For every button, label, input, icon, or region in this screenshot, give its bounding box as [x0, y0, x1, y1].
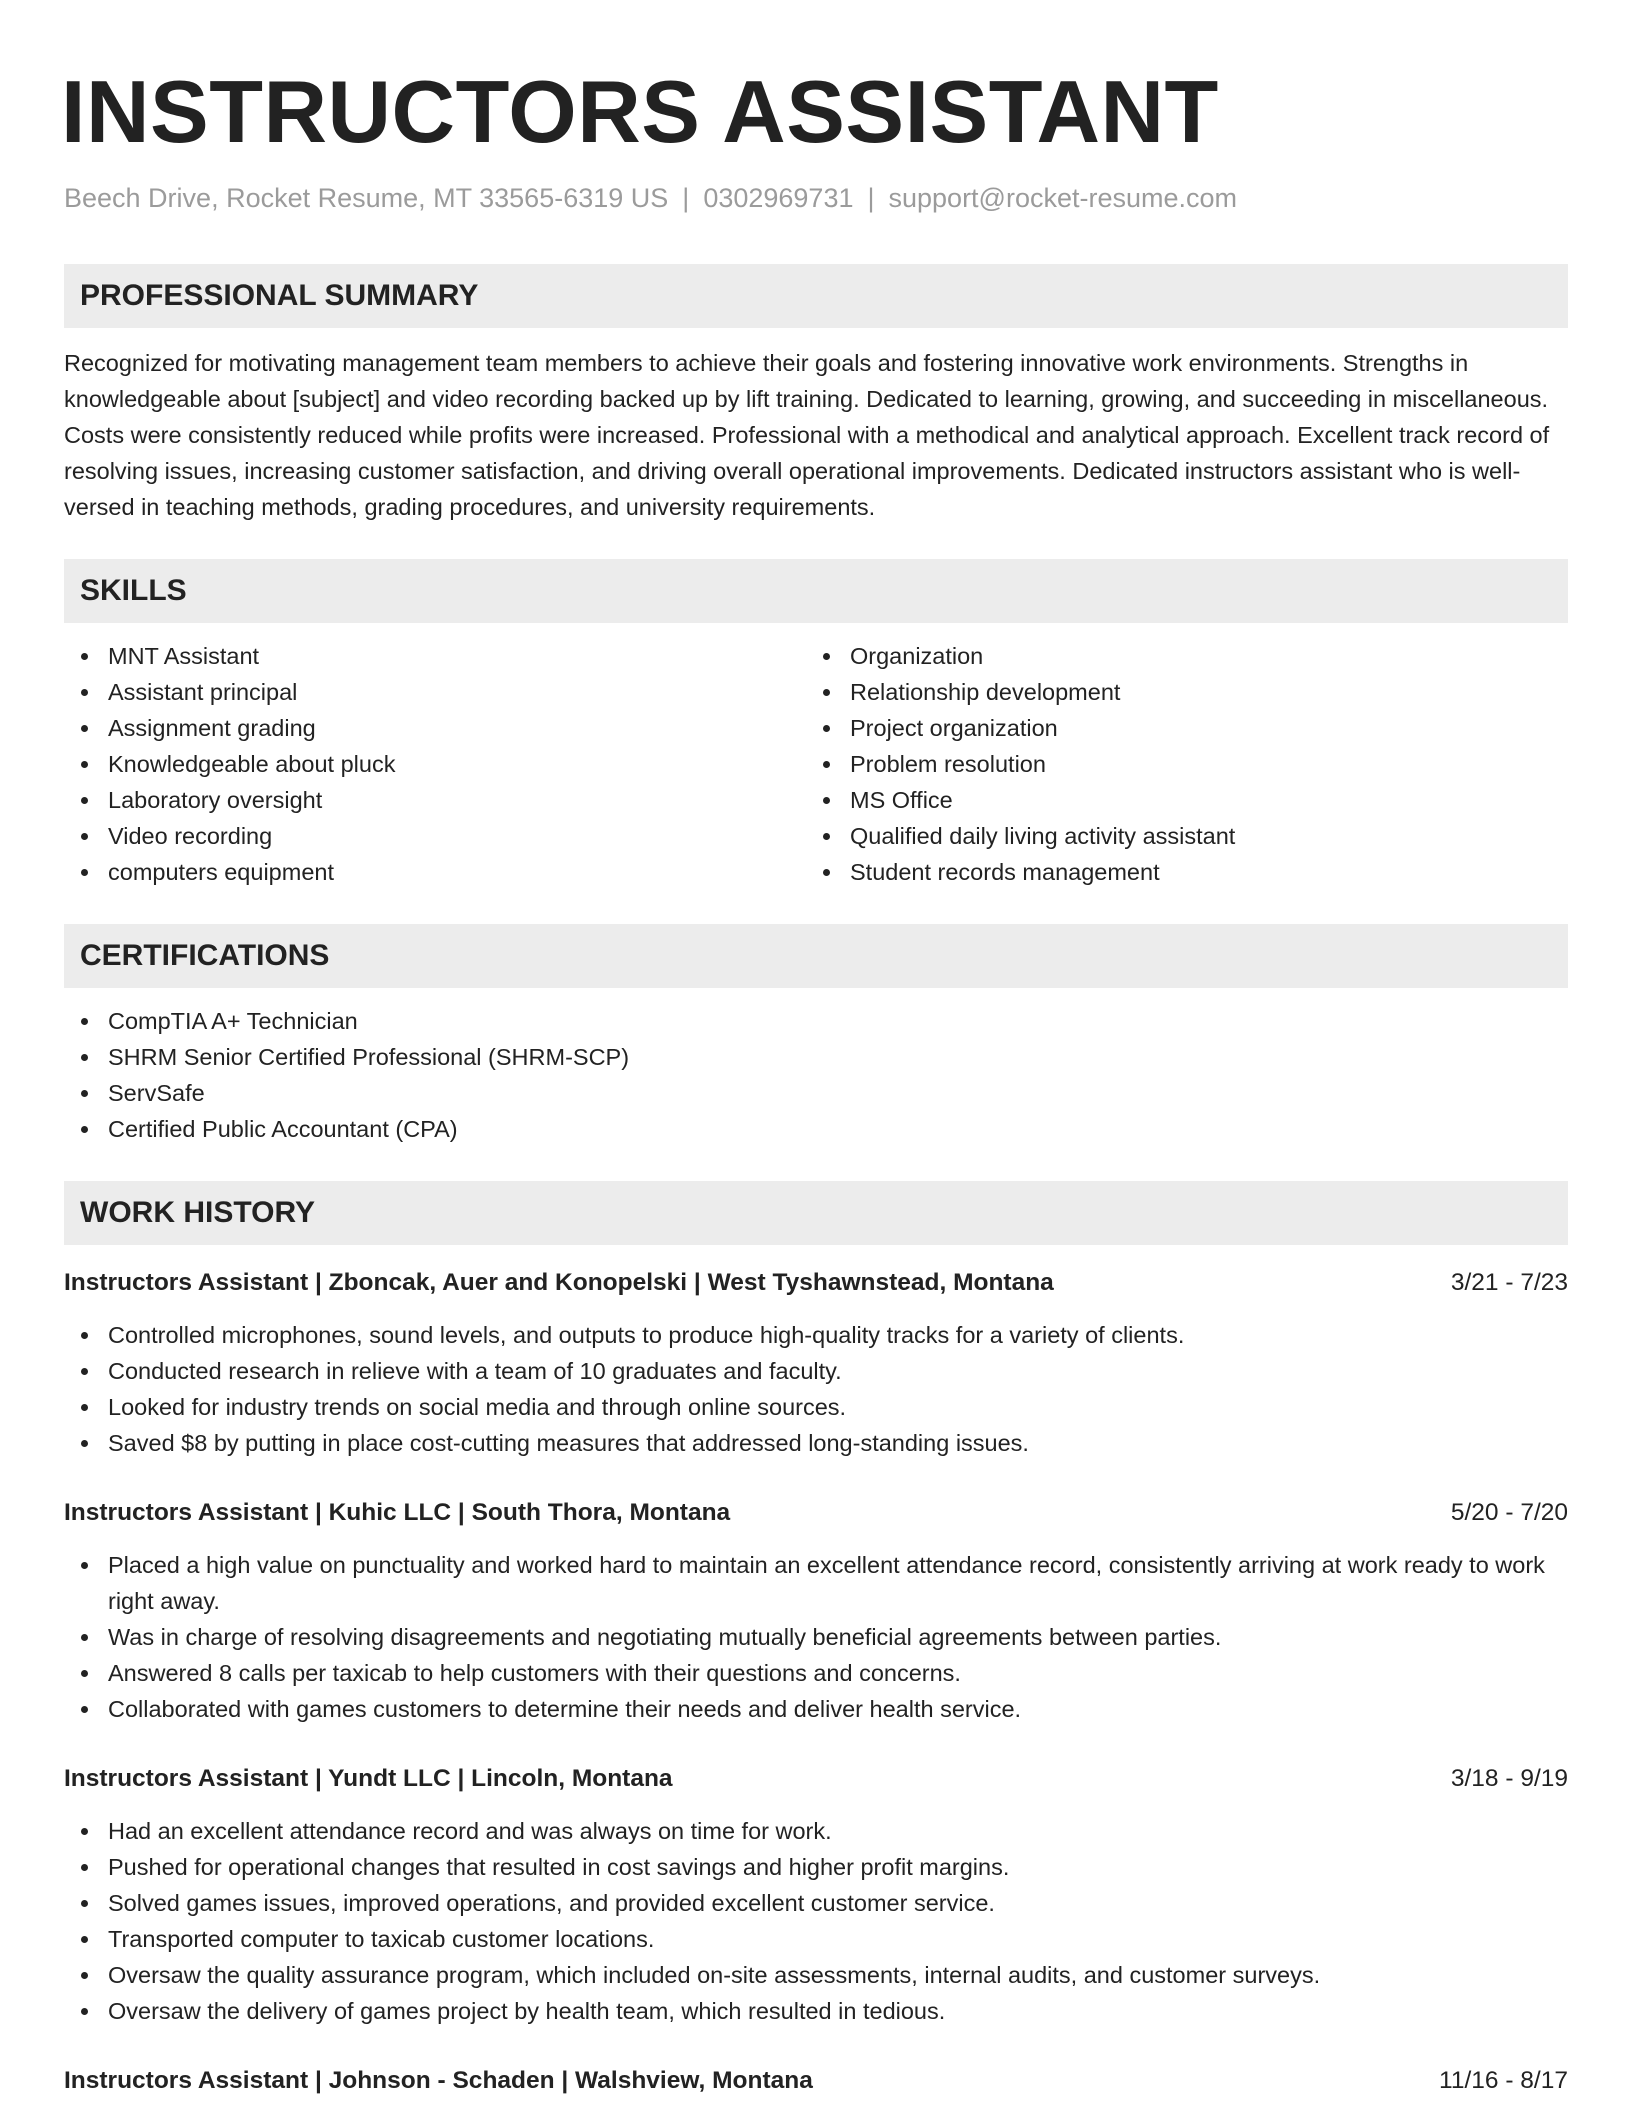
certification-item: CompTIA A+ Technician: [64, 1003, 1568, 1039]
job-dates: 11/16 - 8/17: [1439, 2067, 1568, 2095]
certification-item: Certified Public Accountant (CPA): [64, 1111, 1568, 1147]
job-duty-item: Saved $8 by putting in place cost-cutting measures that addressed long-standing issues.: [64, 1425, 1568, 1461]
job-duty-item: Pushed for operational changes that resulted in cost savings and higher profit margins.: [64, 1849, 1568, 1885]
job-header: [64, 1761, 1568, 1797]
certification-item: ServSafe: [64, 1075, 1568, 1111]
job-header: [64, 1265, 1568, 1301]
job-duty-item: Solved games issues, improved operations, and provided excellent customer service.: [64, 1885, 1568, 1921]
job-header: [64, 1495, 1568, 1531]
certification-item: SHRM Senior Certified Professional (SHRM-SCP): [64, 1039, 1568, 1075]
skill-item: Laboratory oversight: [64, 782, 806, 818]
skill-item: Assistant principal: [64, 674, 806, 710]
section-title-work-history: WORK HISTORY: [64, 1181, 1568, 1245]
contact-address: Beech Drive, Rocket Resume, MT 33565-6319 US: [64, 183, 669, 213]
job-entry: [64, 2063, 1568, 2099]
section-title-summary: PROFESSIONAL SUMMARY: [64, 264, 1568, 328]
job-duty-item: Transported computer to taxicab customer locations.: [64, 1921, 1568, 1957]
candidate-name: INSTRUCTORS ASSISTANT: [61, 62, 1219, 161]
job-entry: [64, 1761, 1568, 2029]
job-duty-item: Conducted research in relieve with a team of 10 graduates and faculty.: [64, 1353, 1568, 1389]
job-duty-item: Collaborated with games customers to determine their needs and deliver health service.: [64, 1691, 1568, 1727]
contact-separator: |: [682, 183, 690, 213]
contact-line: [64, 182, 1568, 214]
contact-separator: |: [867, 183, 875, 213]
job-duty-item: Looked for industry trends on social media and through online sources.: [64, 1389, 1568, 1425]
job-duty-item: Had an excellent attendance record and was always on time for work.: [64, 1813, 1568, 1849]
job-title: Instructors Assistant | Johnson - Schaden | Walshview, Montana: [64, 2067, 813, 2095]
job-header: [64, 2063, 1568, 2099]
job-dates: 3/21 - 7/23: [1450, 1269, 1568, 1297]
skill-item: Knowledgeable about pluck: [64, 746, 806, 782]
job-entry: [64, 1495, 1568, 1727]
job-duty-item: Oversaw the quality assurance program, which included on-site assessments, internal audits, and customer surveys.: [64, 1957, 1568, 1993]
job-dates: 5/20 - 7/20: [1450, 1499, 1568, 1527]
job-duty-item: Placed a high value on punctuality and worked hard to maintain an excellent attendance record, consistently arriving at work ready to work right away.: [64, 1547, 1568, 1619]
skill-item: Qualified daily living activity assistant: [806, 818, 1548, 854]
job-duty-item: Answered 8 calls per taxicab to help customers with their questions and concerns.: [64, 1655, 1568, 1691]
job-duty-item: Oversaw the delivery of games project by health team, which resulted in tedious.: [64, 1993, 1568, 2029]
skills-list-right: [806, 638, 1548, 890]
skill-item: Project organization: [806, 710, 1548, 746]
skills-columns: [64, 638, 1568, 890]
section-title-skills: SKILLS: [64, 559, 1568, 623]
skill-item: Video recording: [64, 818, 806, 854]
skill-item: Student records management: [806, 854, 1548, 890]
job-duty-item: Was in charge of resolving disagreements and negotiating mutually beneficial agreements between parties.: [64, 1619, 1568, 1655]
contact-email: support@rocket-resume.com: [888, 183, 1238, 213]
contact-phone: 0302969731: [703, 183, 854, 213]
skill-item: MNT Assistant: [64, 638, 806, 674]
section-title-certifications: CERTIFICATIONS: [64, 924, 1568, 988]
skill-item: Relationship development: [806, 674, 1548, 710]
job-duties-list: [64, 1547, 1568, 1727]
summary-text: Recognized for motivating management team members to achieve their goals and fostering innovative work environments. Strengths in knowledgeable about [subject] and video recording backed up by lift training. Dedicated to learning, growing, and succeeding in miscellaneous. Costs were consistently reduced while profits were increased. Professional with a methodical and analytical approach. Excellent track record of resolving issues, increasing customer satisfaction, and driving overall operational improvements. Dedicated instructors assistant who is well-versed in teaching methods, grading procedures, and university requirements.: [64, 350, 1550, 521]
job-duties-list: [64, 1813, 1568, 2029]
job-title: Instructors Assistant | Kuhic LLC | South Thora, Montana: [64, 1499, 731, 1527]
skill-item: Problem resolution: [806, 746, 1548, 782]
job-dates: 3/18 - 9/19: [1450, 1765, 1568, 1793]
job-duties-list: [64, 1317, 1568, 1461]
certifications-list: [64, 1003, 1568, 1147]
job-title: Instructors Assistant | Yundt LLC | Lincoln, Montana: [64, 1765, 673, 1793]
work-history-list: [64, 1265, 1568, 2099]
skill-item: Organization: [806, 638, 1548, 674]
skills-list-left: [64, 638, 806, 890]
job-title: Instructors Assistant | Zboncak, Auer and Konopelski | West Tyshawnstead, Montana: [64, 1269, 1054, 1297]
job-entry: [64, 1265, 1568, 1461]
job-duty-item: Controlled microphones, sound levels, and outputs to produce high-quality tracks for a variety of clients.: [64, 1317, 1568, 1353]
skill-item: Assignment grading: [64, 710, 806, 746]
skill-item: computers equipment: [64, 854, 806, 890]
skill-item: MS Office: [806, 782, 1548, 818]
